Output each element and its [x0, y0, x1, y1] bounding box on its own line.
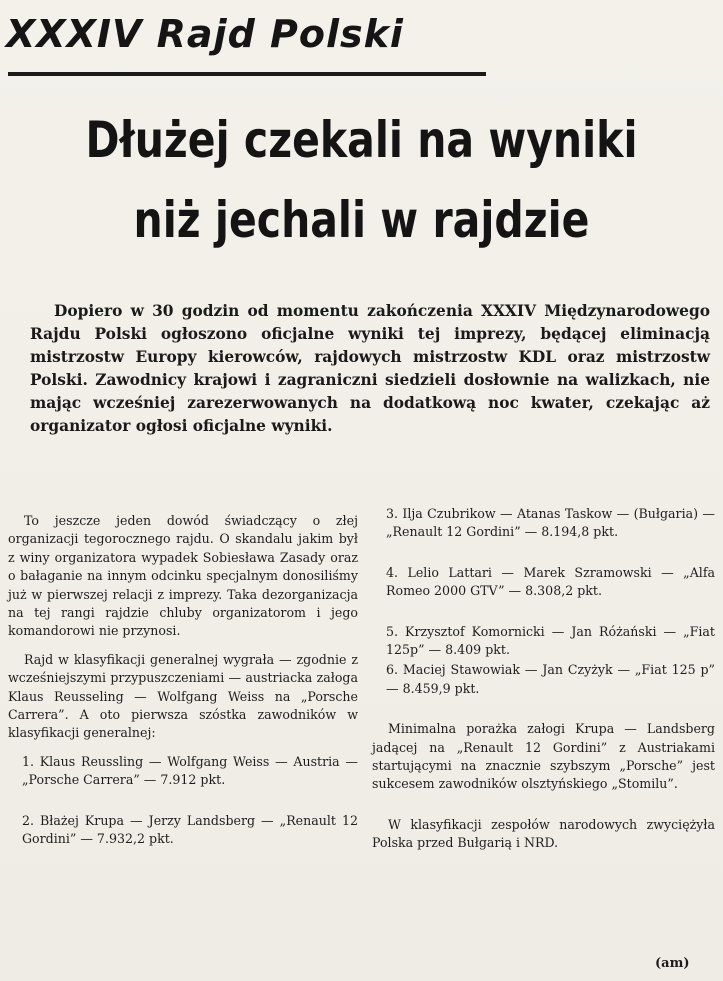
result-1: 1. Klaus Reussling — Wolfgang Weiss — Austria — „Porsche Carrera” — 7.912 pkt.	[22, 753, 358, 788]
result-4: 4. Lelio Lattari — Marek Szramowski — „Alfa Romeo 2000 GTV” — 8.308,2 pkt.	[386, 564, 715, 599]
right-paragraph-1: Minimalna porażka załogi Krupa — Landsberg jadącej na „Renault 12 Gordini” z Austriakami startującymi na znacznie szybszym „Porsche” jest sukcesem zawodników olsztyńskiego „Stomilu”.	[372, 721, 715, 792]
article-kicker: XXXIV Rajd Polski	[6, 12, 404, 56]
article-lead: Dopiero w 30 godzin od momentu zakończenia XXXIV Międzynarodowego Rajdu Polski ogłoszono oficjalne wyniki tej imprezy, będącej eliminacją mistrzostw Europy kierowców, rajdowych mistrzostw KDL oraz mistrzostw Polski. Zawodnicy krajowi i zagraniczni siedzieli dosłownie na walizkach, nie mając wcześniej zarezerwowanych na dodatkową noc kwater, czekając aż organizator ogłosi oficjalne wyniki.	[30, 302, 710, 435]
result-5: 5. Krzysztof Komornicki — Jan Różański — „Fiat 125p” — 8.409 pkt.	[386, 623, 715, 658]
right-column	[372, 505, 715, 863]
kicker-rule	[8, 72, 486, 76]
article-headline	[65, 100, 658, 260]
author-signature: (am)	[655, 956, 690, 971]
headline-line-2: niż jechali w rajdzie	[133, 191, 590, 249]
left-paragraph-2: Rajd w klasyfikacji generalnej wygrała — zgodnie z wcześniejszymi przypuszczeniami — austriacka załoga Klaus Reusseling — Wolfgang Weiss na „Porsche Carrera”. A oto pierwsza szóstka zawodników w klasyfikacji generalnej:	[8, 651, 358, 741]
result-2: 2. Błażej Krupa — Jerzy Landsberg — „Renault 12 Gordini” — 7.932,2 pkt.	[22, 812, 358, 847]
right-paragraph-2: W klasyfikacji zespołów narodowych zwyciężyła Polska przed Bułgarią i NRD.	[372, 816, 715, 851]
left-paragraph-1: To jeszcze jeden dowód świadczący o złej organizacji tegorocznego rajdu. O skandalu jakim był z winy organizatora wypadek Sobiesława Zasady oraz o bałaganie na innym odcinku specjalnym donosiliśmy już w pierwszej relacji z imprezy. Taka dezorganizacja na tej rangi rajdzie chluby organizatorom i jego komandorowi nie przynosi.	[8, 513, 358, 639]
result-3: 3. Ilja Czubrikow — Atanas Taskow — (Bułgaria) — „Renault 12 Gordini” — 8.194,8 pkt.	[386, 506, 715, 540]
result-6: 6. Maciej Stawowiak — Jan Czyżyk — „Fiat 125 p” — 8.459,9 pkt.	[386, 662, 715, 696]
left-column	[8, 512, 358, 859]
headline-line-1: Dłużej czekali na wyniki	[85, 111, 638, 169]
